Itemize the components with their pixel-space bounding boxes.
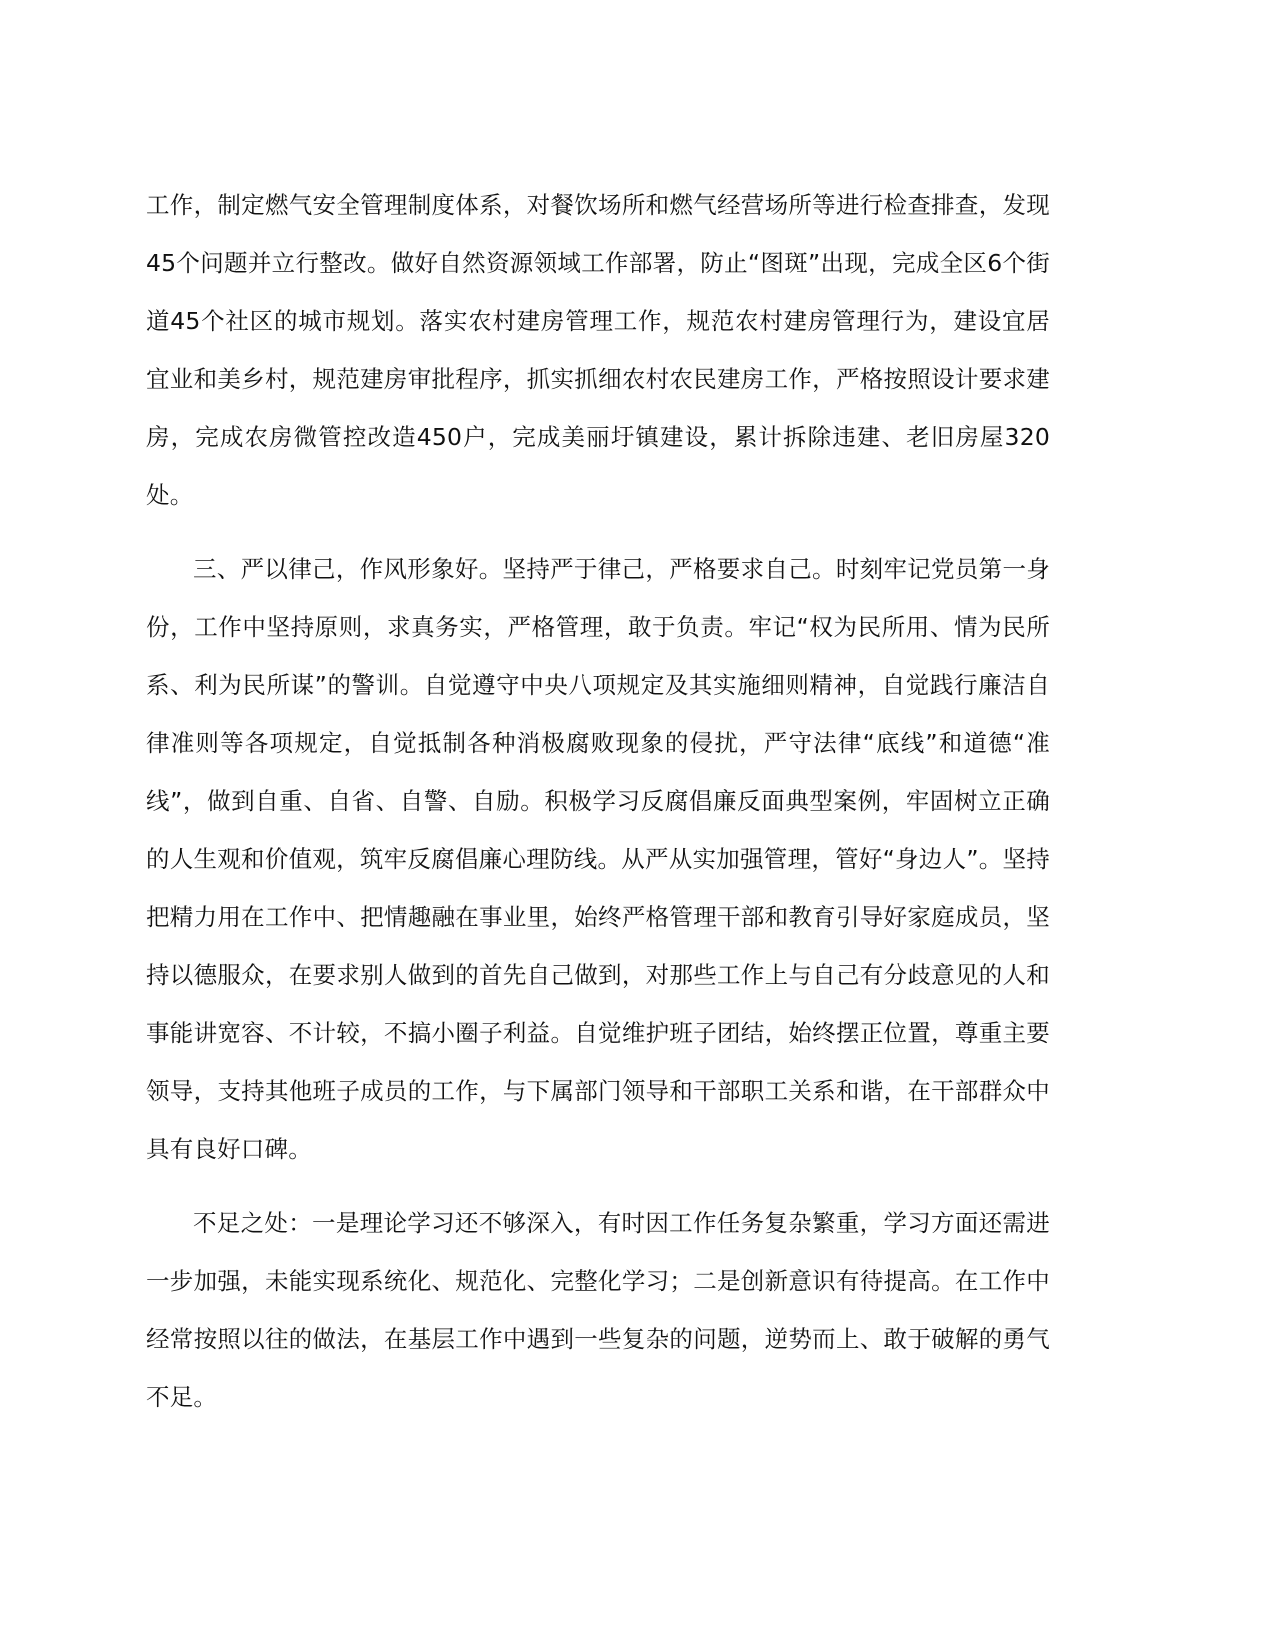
paragraph-self-discipline: 三、严以律己，作风形象好。坚持严于律己，严格要求自己。时刻牢记党员第一身份，工作中坚持原则，求真务实，严格管理，敢于负责。牢记“权为民所用、情为民所系、利为民所谋”的警训。自觉遵守中央八项规定及其实施细则精神，自觉践行廉洁自律准则等各项规定，自觉抵制各种消极腐败现象的侵扰，严守法律“底线”和道德“准线”，做到自重、自省、自警、自励。积极学习反腐倡廉反面典型案例，牢固树立正确的人生观和价值观，筑牢反腐倡廉心理防线。从严从实加强管理，管好“身边人”。坚持把精力用在工作中、把情趣融在事业里，始终严格管理干部和教育引导好家庭成员，坚持以德服众，在要求别人做到的首先自己做到，对那些工作上与自己有分歧意见的人和事能讲宽容、不计较，不搞小圈子利益。自觉维护班子团结，始终摆正位置，尊重主要领导，支持其他班子成员的工作，与下属部门领导和干部职工关系和谐，在干部群众中具有良好口碑。: [146, 555, 1050, 1163]
paragraph-continuation: 工作，制定燃气安全管理制度体系，对餐饮场所和燃气经营场所等进行检查排查，发现45个问题并立行整改。做好自然资源领域工作部署，防止“图斑”出现，完成全区6个街道45个社区的城市规划。落实农村建房管理工作，规范农村建房管理行为，建设宜居宜业和美乡村，规范建房审批程序，抓实抓细农村农民建房工作，严格按照设计要求建房，完成农房微管控改造450户，完成美丽圩镇建设，累计拆除违建、老旧房屋320处。: [146, 191, 1050, 509]
paragraph-shortcomings: 不足之处：一是理论学习还不够深入，有时因工作任务复杂繁重，学习方面还需进一步加强，未能实现系统化、规范化、完整化学习；二是创新意识有待提高。在工作中经常按照以往的做法，在基层工作中遇到一些复杂的问题，逆势而上、敢于破解的勇气不足。: [146, 1209, 1050, 1411]
document-body: [146, 176, 1050, 1426]
